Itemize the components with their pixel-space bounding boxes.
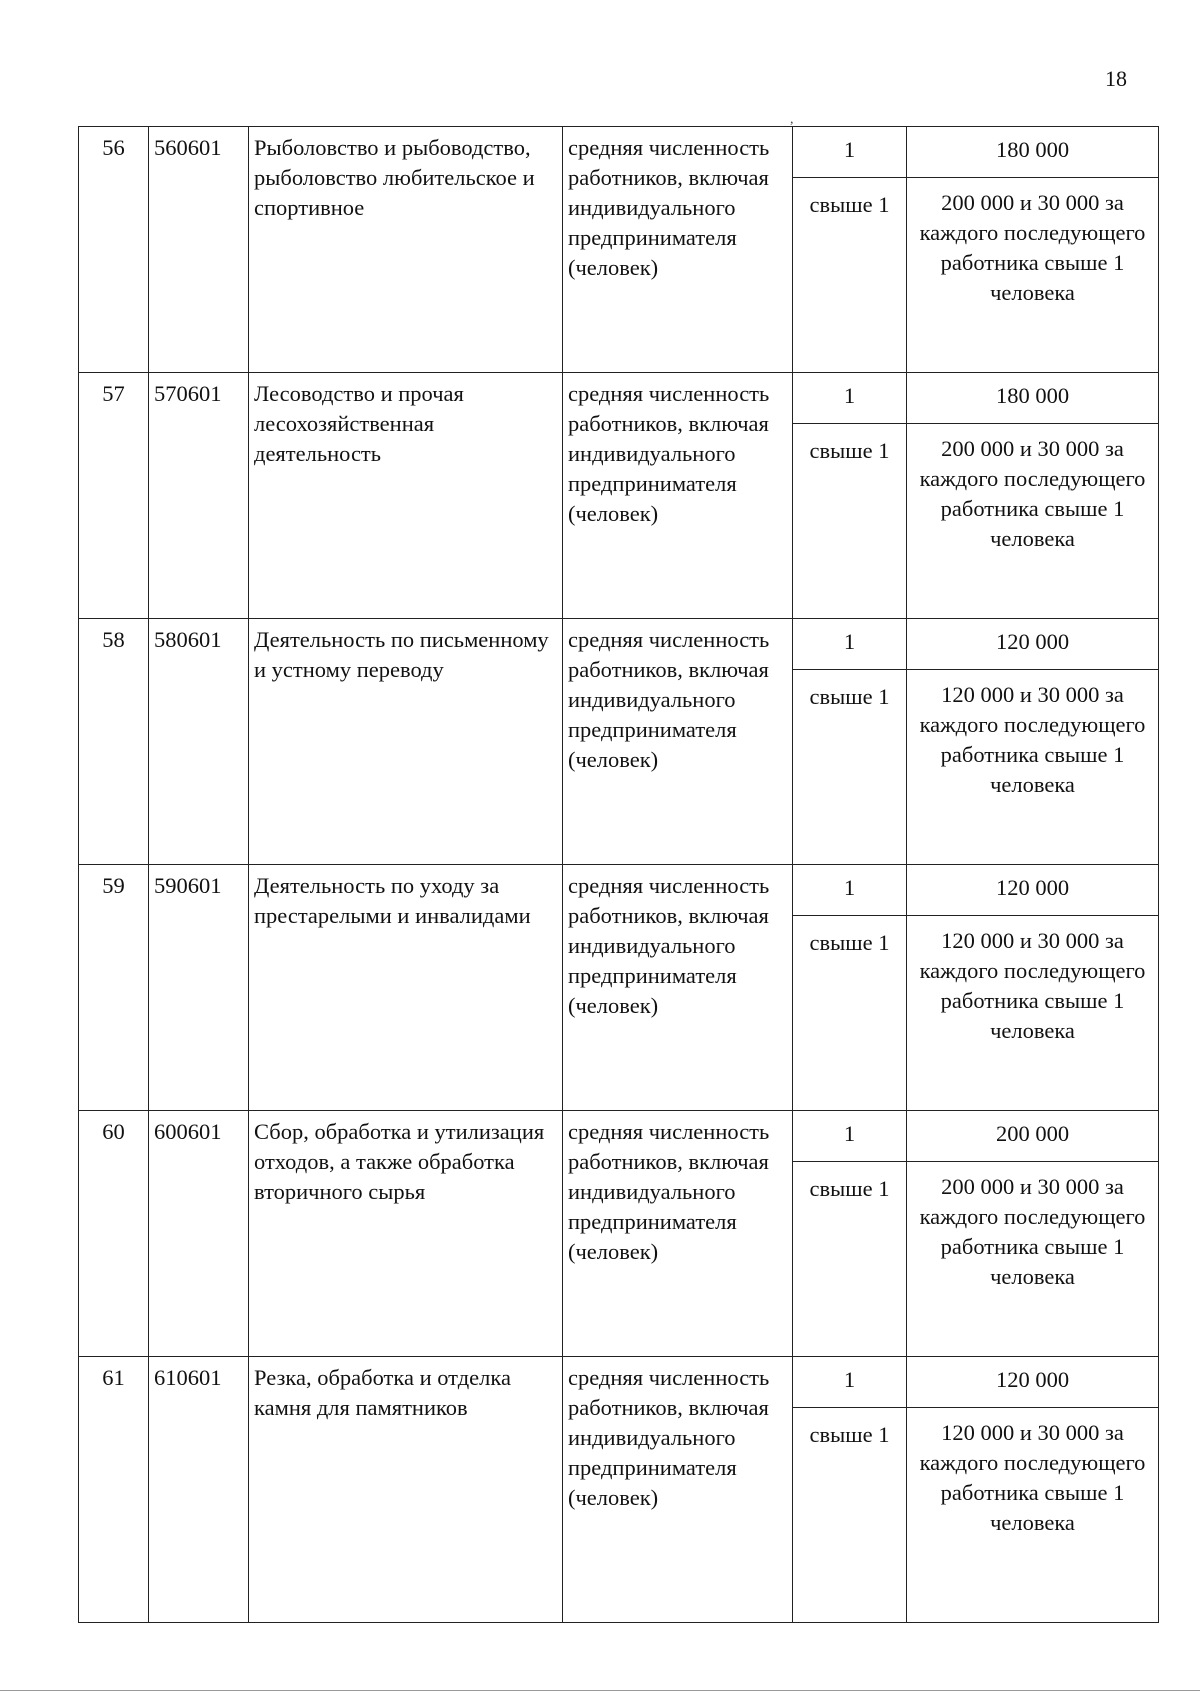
table-row <box>79 619 1159 670</box>
quantity-over: свыше 1 <box>793 178 907 373</box>
table-body <box>79 127 1159 1623</box>
activity-code: 600601 <box>149 1111 249 1357</box>
amount-over: 120 000 и 30 000 за каждого последующего работника свыше 1 человека <box>907 670 1159 865</box>
amount-single: 200 000 <box>907 1111 1159 1162</box>
activity-code: 590601 <box>149 865 249 1111</box>
quantity-over: свыше 1 <box>793 670 907 865</box>
indicator: средняя численность работников, включая индивидуального предпринимателя (человек) <box>563 127 793 373</box>
amount-over: 120 000 и 30 000 за каждого последующего работника свыше 1 человека <box>907 1408 1159 1623</box>
amount-over: 200 000 и 30 000 за каждого последующего работника свыше 1 человека <box>907 178 1159 373</box>
amount-single: 180 000 <box>907 373 1159 424</box>
row-number: 58 <box>79 619 149 865</box>
amount-over: 120 000 и 30 000 за каждого последующего работника свыше 1 человека <box>907 916 1159 1111</box>
page-number: 18 <box>1105 66 1127 91</box>
indicator: средняя численность работников, включая индивидуального предпринимателя (человек) <box>563 619 793 865</box>
quantity-single: 1 <box>793 1357 907 1408</box>
indicator: средняя численность работников, включая индивидуального предпринимателя (человек) <box>563 373 793 619</box>
activity-code: 580601 <box>149 619 249 865</box>
table-row <box>79 865 1159 916</box>
row-number: 60 <box>79 1111 149 1357</box>
indicator: средняя численность работников, включая индивидуального предпринимателя (человек) <box>563 865 793 1111</box>
activity-code: 610601 <box>149 1357 249 1623</box>
amount-single: 120 000 <box>907 619 1159 670</box>
activity-name: Сбор, обработка и утилизация отходов, а также обработка вторичного сырья <box>249 1111 563 1357</box>
activity-name: Рыболовство и рыбоводство, рыболовство любительское и спортивное <box>249 127 563 373</box>
quantity-over: свыше 1 <box>793 916 907 1111</box>
amount-over: 200 000 и 30 000 за каждого последующего работника свыше 1 человека <box>907 424 1159 619</box>
amount-single: 180 000 <box>907 127 1159 178</box>
activity-code: 560601 <box>149 127 249 373</box>
amount-over: 200 000 и 30 000 за каждого последующего работника свыше 1 человека <box>907 1162 1159 1357</box>
scan-edge-line <box>0 1690 1200 1691</box>
quantity-over: свыше 1 <box>793 1408 907 1623</box>
scan-speck: , <box>790 112 794 127</box>
table-row <box>79 1357 1159 1408</box>
activity-code: 570601 <box>149 373 249 619</box>
table-row <box>79 127 1159 178</box>
activity-name: Деятельность по письменному и устному переводу <box>249 619 563 865</box>
quantity-single: 1 <box>793 619 907 670</box>
activity-rates-table <box>78 126 1159 1623</box>
quantity-over: свыше 1 <box>793 1162 907 1357</box>
amount-single: 120 000 <box>907 865 1159 916</box>
activity-name: Деятельность по уходу за престарелыми и инвалидами <box>249 865 563 1111</box>
row-number: 59 <box>79 865 149 1111</box>
row-number: 61 <box>79 1357 149 1623</box>
table-row <box>79 1111 1159 1162</box>
indicator: средняя численность работников, включая индивидуального предпринимателя (человек) <box>563 1111 793 1357</box>
row-number: 57 <box>79 373 149 619</box>
indicator: средняя численность работников, включая индивидуального предпринимателя (человек) <box>563 1357 793 1623</box>
quantity-single: 1 <box>793 373 907 424</box>
row-number: 56 <box>79 127 149 373</box>
quantity-single: 1 <box>793 1111 907 1162</box>
amount-single: 120 000 <box>907 1357 1159 1408</box>
activity-name: Резка, обработка и отделка камня для памятников <box>249 1357 563 1623</box>
table-row <box>79 373 1159 424</box>
quantity-single: 1 <box>793 865 907 916</box>
activity-name: Лесоводство и прочая лесохозяйственная деятельность <box>249 373 563 619</box>
quantity-single: 1 <box>793 127 907 178</box>
quantity-over: свыше 1 <box>793 424 907 619</box>
